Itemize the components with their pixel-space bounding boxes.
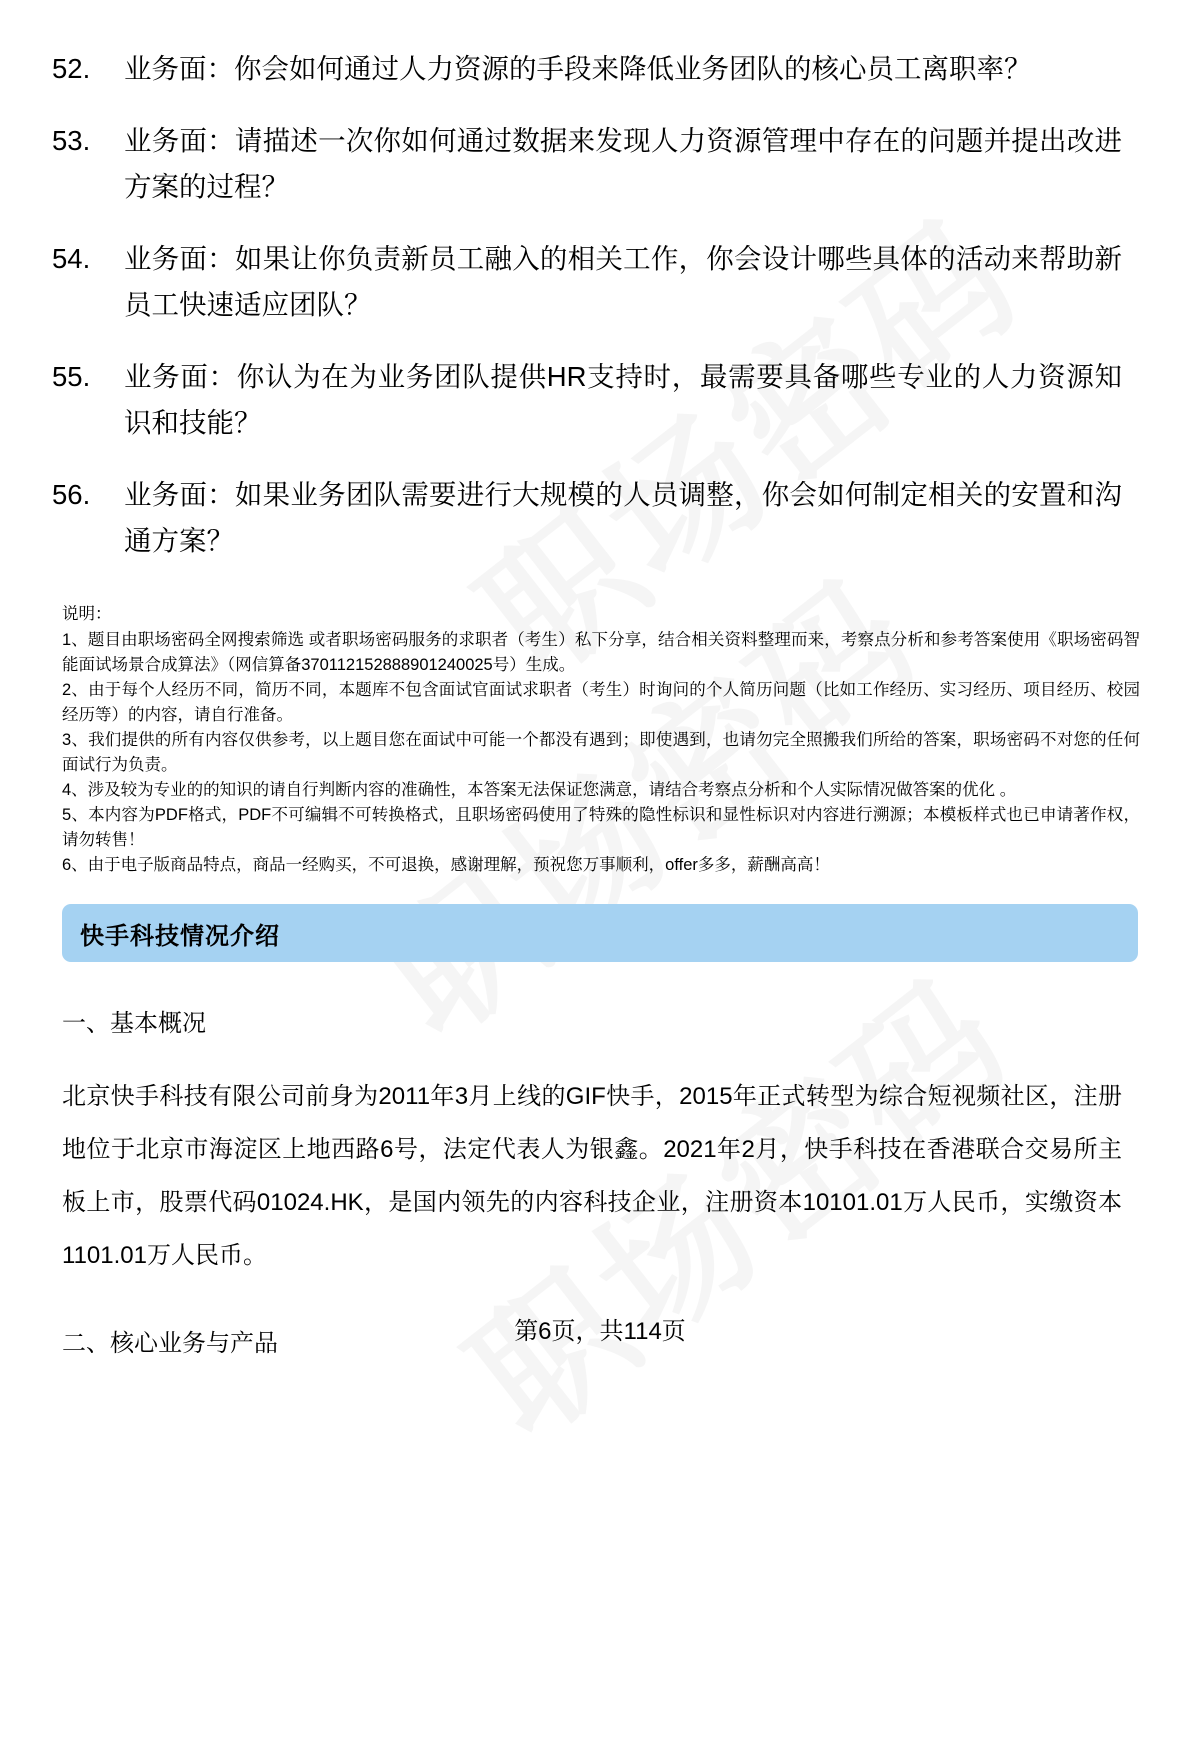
question-item (50, 236, 1122, 328)
question-number: 54. (52, 243, 91, 274)
notes-block (0, 590, 1200, 878)
question-item (50, 354, 1122, 446)
question-item (50, 472, 1122, 564)
section-heading-products: 二、核心业务与产品 (62, 1330, 278, 1357)
question-number: 52. (52, 53, 91, 84)
note-item: 2、由于每个人经历不同，简历不同，本题库不包含面试官面试求职者（考生）时询问的个人简历问题（比如工作经历、实习经历、项目经历、校园经历等）的内容，请自行准备。 (62, 681, 1140, 724)
question-item (50, 118, 1122, 210)
question-text: 业务面：如果让你负责新员工融入的相关工作，你会设计哪些具体的活动来帮助新员工快速适应团队？ (124, 243, 1122, 320)
note-item: 5、本内容为PDF格式，PDF不可编辑不可转换格式，且职场密码使用了特殊的隐性标识和显性标识对内容进行溯源；本模板样式也已申请著作权，请勿转售！ (62, 806, 1140, 849)
company-section-banner (62, 904, 1138, 962)
note-item: 6、由于电子版商品特点，商品一经购买，不可退换，感谢理解，预祝您万事顺利，offer多多，薪酬高高！ (62, 856, 830, 874)
question-item (50, 46, 1122, 92)
note-item: 1、题目由职场密码全网搜索筛选 或者职场密码服务的求职者（考生）私下分享，结合相关资料整理而来，考察点分析和参考答案使用《职场密码智能面试场景合成算法》（网信算备370112152888901240025号）生成。 (62, 631, 1140, 674)
question-number: 56. (52, 479, 91, 510)
content-section (0, 1004, 1200, 1364)
note-item: 3、我们提供的所有内容仅供参考，以上题目您在面试中可能一个都没有遇到；即使遇到，也请勿完全照搬我们所给的答案，职场密码不对您的任何面试行为负责。 (62, 731, 1140, 774)
banner-title: 快手科技情况介绍 (80, 922, 280, 950)
notes-title: 说明： (62, 605, 112, 623)
question-text: 业务面：请描述一次你如何通过数据来发现人力资源管理中存在的问题并提出改进方案的过程？ (124, 125, 1122, 202)
page-footer: 第6页，共114页 (514, 1318, 686, 1345)
question-list (0, 0, 1200, 564)
question-text: 业务面：你认为在为业务团队提供HR支持时，最需要具备哪些专业的人力资源知识和技能？ (124, 361, 1122, 438)
question-text: 业务面：你会如何通过人力资源的手段来降低业务团队的核心员工离职率？ (124, 53, 1032, 84)
note-item: 4、涉及较为专业的的知识的请自行判断内容的准确性，本答案无法保证您满意，请结合考察点分析和个人实际情况做答案的优化 。 (62, 781, 1017, 799)
banner-wrapper (0, 878, 1200, 962)
question-number: 55. (52, 361, 91, 392)
question-text: 业务面：如果业务团队需要进行大规模的人员调整，你会如何制定相关的安置和沟通方案？ (124, 479, 1122, 556)
section-paragraph-overview: 北京快手科技有限公司前身为2011年3月上线的GIF快手，2015年正式转型为综合短视频社区，注册地位于北京市海淀区上地西路6号，法定代表人为银鑫。2021年2月，快手科技在香港联合交易所主板上市，股票代码01024.HK，是国内领先的内容科技企业，注册资本10101.01万人民币，实缴资本1101.01万人民币。 (62, 1083, 1122, 1269)
question-number: 53. (52, 125, 91, 156)
section-heading-overview: 一、基本概况 (62, 1010, 206, 1037)
